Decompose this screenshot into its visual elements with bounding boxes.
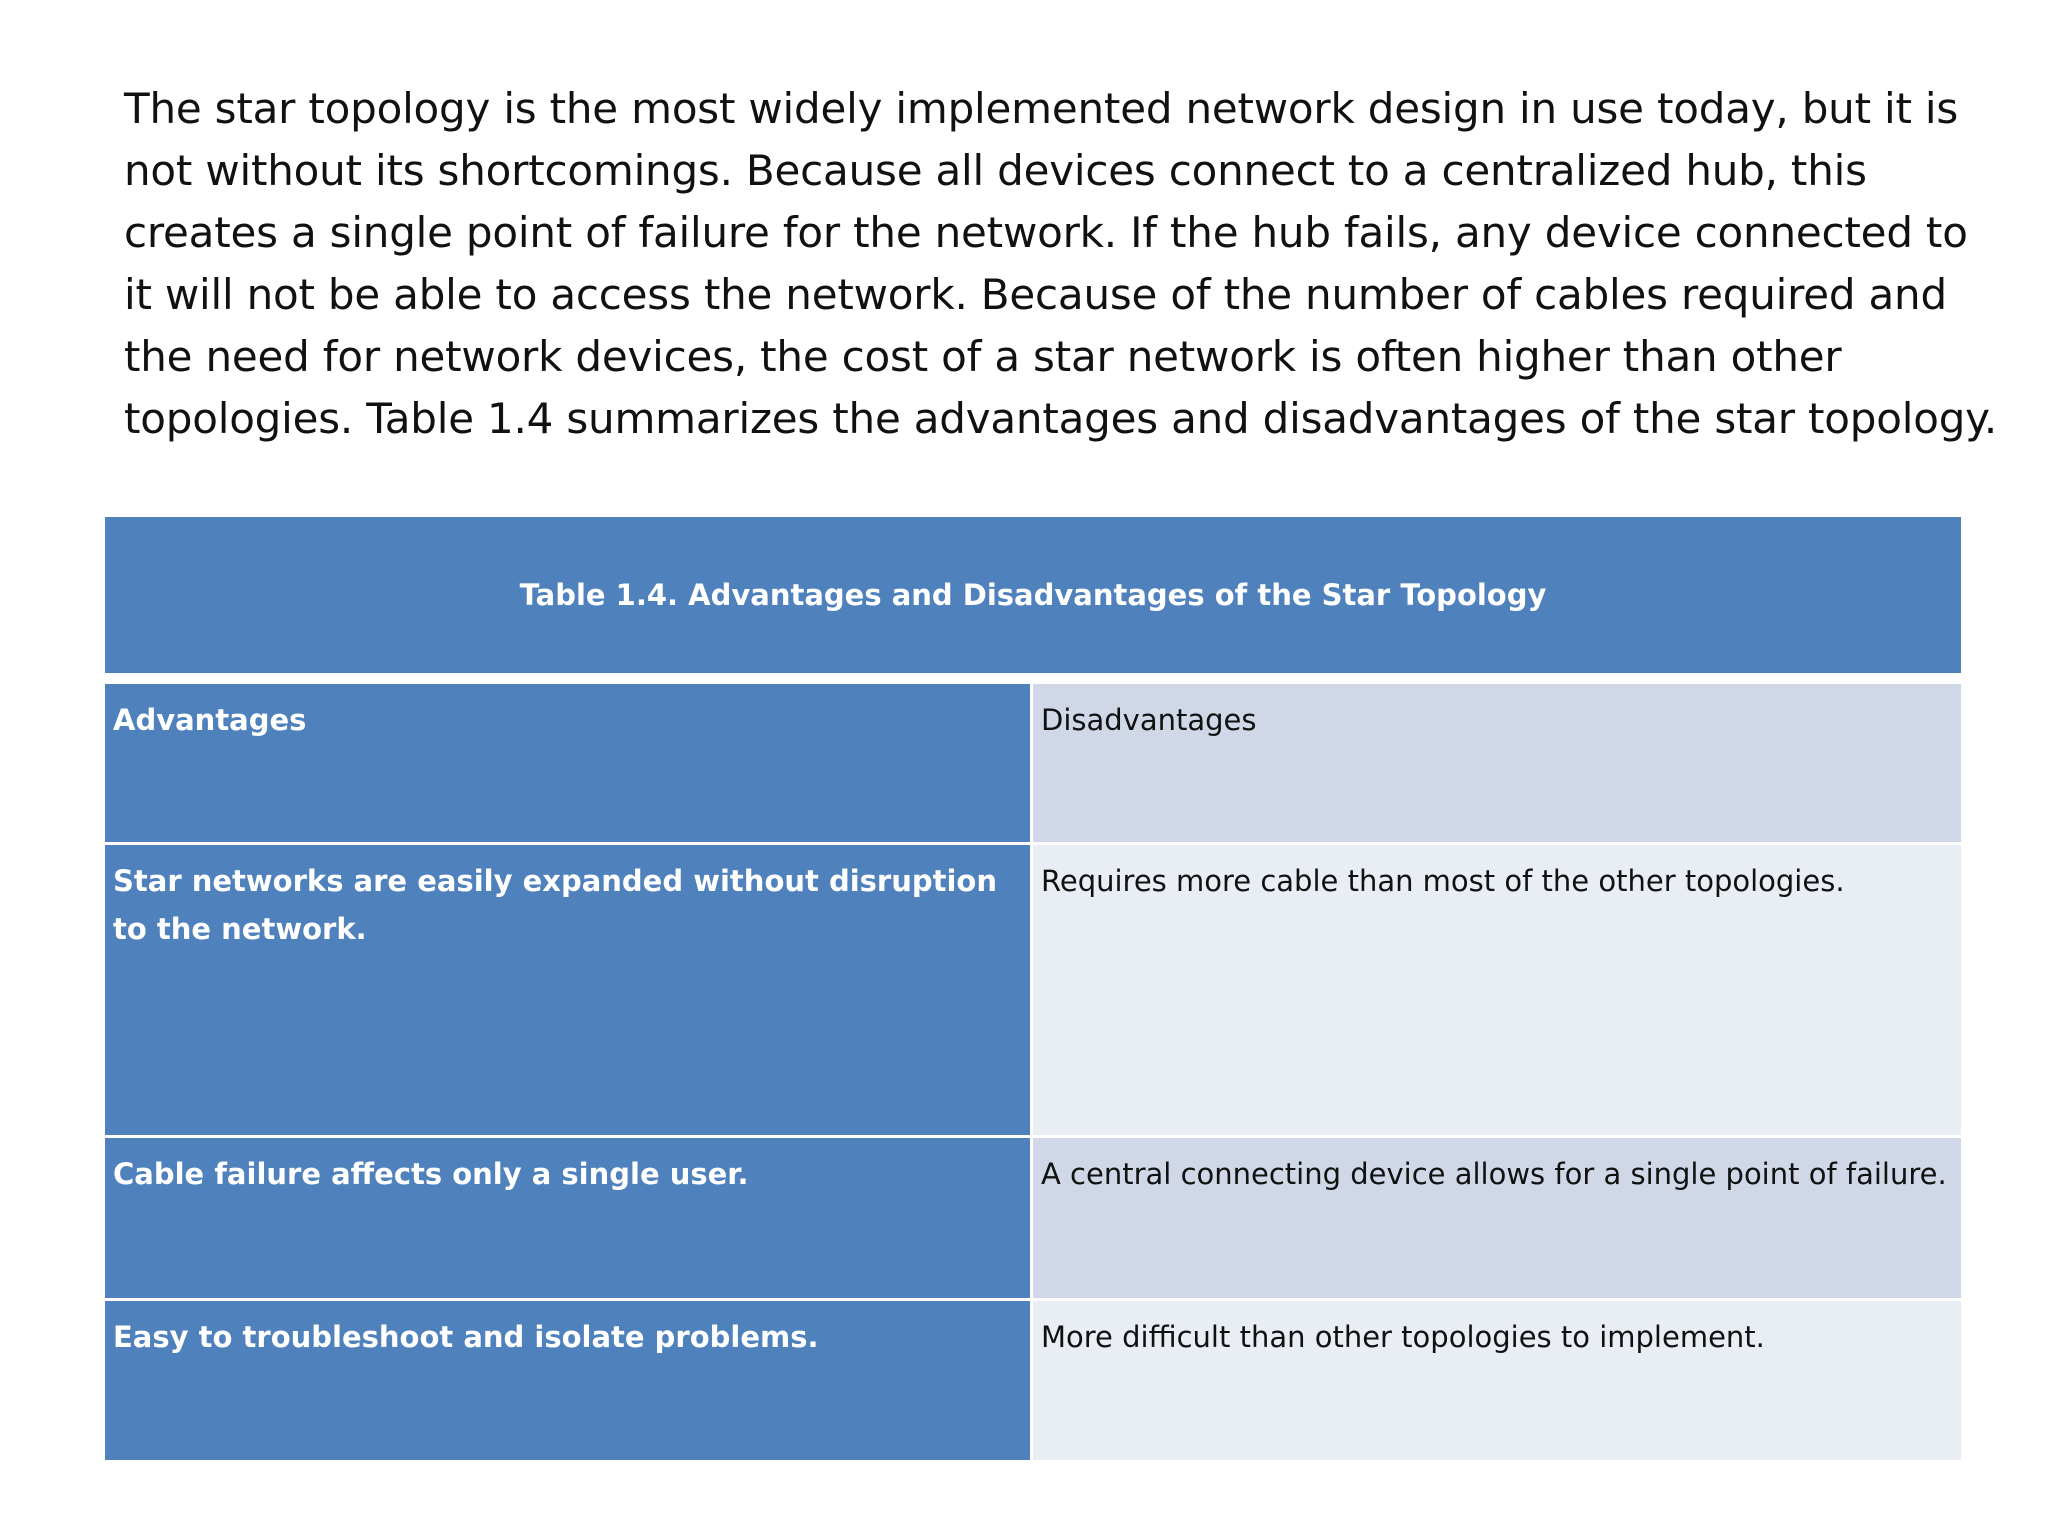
intro-paragraph: The star topology is the most widely implemented network design in use today, but it is not without its shortcomings. Because all devices connect to a centralized hub, this creates a single point of failure for the network. If the hub fails, any device connected to it will not be able to access the network. Because of the number of cables required and the need for network devices, the cost of a star network is often higher than other topologies. Table 1.4 summarizes the advantages and disadvantages of the star topology.	[124, 84, 1997, 443]
table-row	[105, 842, 1961, 1135]
advantage-cell: Cable failure affects only a single user.	[105, 1135, 1033, 1298]
advantage-cell: Star networks are easily expanded without disruption to the network.	[105, 842, 1033, 1135]
disadvantage-cell: A central connecting device allows for a single point of failure.	[1033, 1135, 1961, 1298]
advantage-cell: Easy to troubleshoot and isolate problems.	[105, 1298, 1033, 1460]
topology-table-container	[105, 517, 1961, 1460]
table-caption: Table 1.4. Advantages and Disadvantages of the Star Topology	[105, 517, 1961, 681]
column-header-disadvantages: Disadvantages	[1033, 681, 1961, 842]
disadvantage-cell: More difficult than other topologies to implement.	[1033, 1298, 1961, 1460]
table-row	[105, 1135, 1961, 1298]
column-header-advantages: Advantages	[105, 681, 1033, 842]
table-header-row	[105, 681, 1961, 842]
disadvantage-cell: Requires more cable than most of the other topologies.	[1033, 842, 1961, 1135]
star-topology-table	[105, 517, 1961, 1460]
table-caption-row	[105, 517, 1961, 681]
table-row	[105, 1298, 1961, 1460]
